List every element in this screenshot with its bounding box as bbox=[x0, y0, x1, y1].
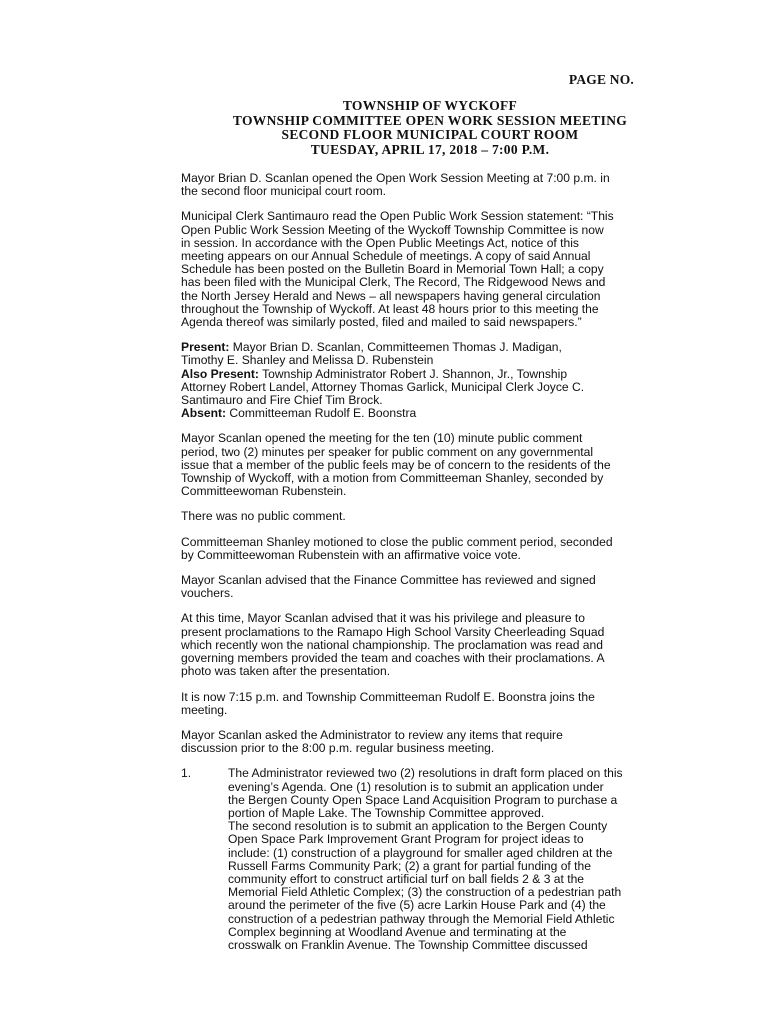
text-line: period, two (2) minutes per speaker for public comment on any governmental bbox=[181, 444, 594, 459]
text-line: has been filed with the Municipal Clerk, The Record, The Ridgewood News and bbox=[181, 275, 606, 290]
text-line: Agenda thereof was similarly posted, filed and mailed to said newspapers.” bbox=[181, 315, 582, 330]
text-line: Attorney Robert Landel, Attorney Thomas Garlick, Municipal Clerk Joyce C. bbox=[181, 379, 585, 394]
text-line: Mayor Scanlan opened the meeting for the ten (10) minute public comment bbox=[181, 431, 583, 446]
text-line: Schedule has been posted on the Bulletin Board in Memorial Town Hall; a copy bbox=[181, 262, 604, 277]
heading-line: TUESDAY, APRIL 17, 2018 – 7:00 P.M. bbox=[310, 141, 550, 157]
text-line: Committeeman Shanley motioned to close the public comment period, seconded bbox=[181, 534, 613, 549]
text-line bbox=[181, 407, 681, 420]
attendance-names: Mayor Brian D. Scanlan, Committeemen Thomas J. Madigan, bbox=[229, 340, 562, 355]
text-line: discussion prior to the 8:00 p.m. regular business meeting. bbox=[181, 741, 495, 756]
text-line: community effort to construct artificial turf on ball fields 2 & 3 at the bbox=[228, 871, 585, 886]
text-line: Mayor Scanlan asked the Administrator to review any items that require bbox=[181, 727, 563, 742]
attendance-label: Also Present: bbox=[181, 366, 259, 381]
text-line: Mayor Brian D. Scanlan opened the Open Work Session Meeting at 7:00 p.m. in bbox=[181, 171, 610, 185]
attendance-label: Present: bbox=[181, 340, 230, 355]
heading-line: SECOND FLOOR MUNICIPAL COURT ROOM bbox=[281, 127, 579, 142]
text-line: Complex beginning at Woodland Avenue and terminating at the bbox=[228, 924, 567, 939]
text-line: throughout the Township of Wyckoff. At least 48 hours prior to this meeting the bbox=[181, 301, 599, 316]
heading-line: TOWNSHIP OF WYCKOFF bbox=[342, 98, 518, 113]
text-line: construction of a pedestrian pathway through the Memorial Field Athletic bbox=[228, 911, 615, 926]
text-line: present proclamations to the Ramapo High School Varsity Cheerleading Squad bbox=[181, 624, 605, 639]
text-line: evening’s Agenda. One (1) resolution is to submit an application under bbox=[228, 779, 604, 794]
text-line: The Administrator reviewed two (2) resolutions in draft form placed on this bbox=[228, 766, 623, 781]
text-line: issue that a member of the public feels may be of concern to the residents of the bbox=[181, 457, 611, 472]
text-line: vouchers. bbox=[181, 586, 234, 601]
minutes-paragraph bbox=[181, 172, 681, 198]
agenda-item bbox=[181, 767, 681, 952]
minutes-paragraph bbox=[181, 432, 681, 498]
text-line: include: (1) construction of a playground for smaller aged children at the bbox=[228, 845, 613, 860]
minutes-paragraph bbox=[181, 536, 681, 562]
minutes-paragraph bbox=[181, 341, 681, 420]
text-line: the Bergen County Open Space Land Acquisition Program to purchase a bbox=[228, 792, 618, 807]
minutes-paragraph bbox=[181, 612, 681, 678]
text-line: the North Jersey Herald and News – all newspapers having general circulation bbox=[181, 288, 601, 303]
text-line: Open Space Park Improvement Grant Program for project ideas to bbox=[228, 832, 584, 847]
text-line: It is now 7:15 p.m. and Township Committeeman Rudolf E. Boonstra joins the bbox=[181, 689, 595, 704]
text-line: There was no public comment. bbox=[181, 509, 346, 524]
minutes-paragraph bbox=[181, 210, 681, 329]
text-line: meeting appears on our Annual Schedule of meetings. A copy of said Annual bbox=[181, 249, 591, 264]
minutes-paragraph bbox=[181, 691, 681, 717]
text-line: Committeewoman Rubenstein. bbox=[181, 484, 347, 499]
minutes-paragraph bbox=[181, 729, 681, 755]
text-line: Municipal Clerk Santimauro read the Open Public Work Session statement: “This bbox=[181, 209, 614, 224]
text-line: by Committeewoman Rubenstein with an affirmative voice vote. bbox=[181, 547, 521, 562]
attendance-names: Committeeman Rudolf E. Boonstra bbox=[226, 406, 417, 421]
text-line: Russell Farms Community Park; (2) a grant for partial funding of the bbox=[228, 858, 591, 873]
item-number: 1. bbox=[181, 766, 192, 781]
minutes-body bbox=[181, 172, 681, 964]
text-line: which recently won the national championship. The proclamation was read and bbox=[181, 637, 603, 652]
text-line: Mayor Scanlan advised that the Finance Committee has reviewed and signed bbox=[181, 573, 596, 588]
text-line: photo was taken after the presentation. bbox=[181, 664, 391, 679]
text-line: At this time, Mayor Scanlan advised that it was his privilege and pleasure to bbox=[181, 611, 586, 626]
attendance-label: Absent: bbox=[181, 406, 227, 421]
text-line: Timothy E. Shanley and Melissa D. Rubenstein bbox=[181, 353, 434, 368]
text-line: meeting. bbox=[181, 702, 228, 717]
text-line: Township of Wyckoff, with a motion from Committeeman Shanley, seconded by bbox=[181, 471, 604, 486]
heading-line: TOWNSHIP COMMITTEE OPEN WORK SESSION MEETING bbox=[232, 112, 628, 128]
text-line: around the perimeter of the five (5) acre Larkin House Park and (4) the bbox=[228, 898, 606, 913]
attendance-names: Township Administrator Robert J. Shannon, Jr., Township bbox=[258, 366, 568, 381]
minutes-paragraph bbox=[181, 510, 681, 523]
text-line: Santimauro and Fire Chief Tim Brock. bbox=[181, 393, 383, 408]
text-line: in session. In accordance with the Open Public Meetings Act, notice of this bbox=[181, 235, 579, 250]
page-number-label: PAGE NO. bbox=[568, 72, 634, 87]
document-heading bbox=[180, 99, 680, 157]
text-line bbox=[181, 368, 681, 381]
text-line: the second floor municipal court room. bbox=[181, 184, 387, 199]
text-line: governing members provided the team and coaches with their proclamations. A bbox=[181, 651, 605, 666]
text-line: Memorial Field Athletic Complex; (3) the construction of a pedestrian path bbox=[228, 885, 622, 900]
text-line: portion of Maple Lake. The Township Committee approved. bbox=[228, 805, 545, 820]
text-line: Open Public Work Session Meeting of the Wyckoff Township Committee is now bbox=[181, 222, 604, 237]
text-line: The second resolution is to submit an application to the Bergen County bbox=[228, 819, 608, 834]
text-line: crosswalk on Franklin Avenue. The Township Committee discussed bbox=[228, 937, 588, 952]
minutes-paragraph bbox=[181, 574, 681, 600]
